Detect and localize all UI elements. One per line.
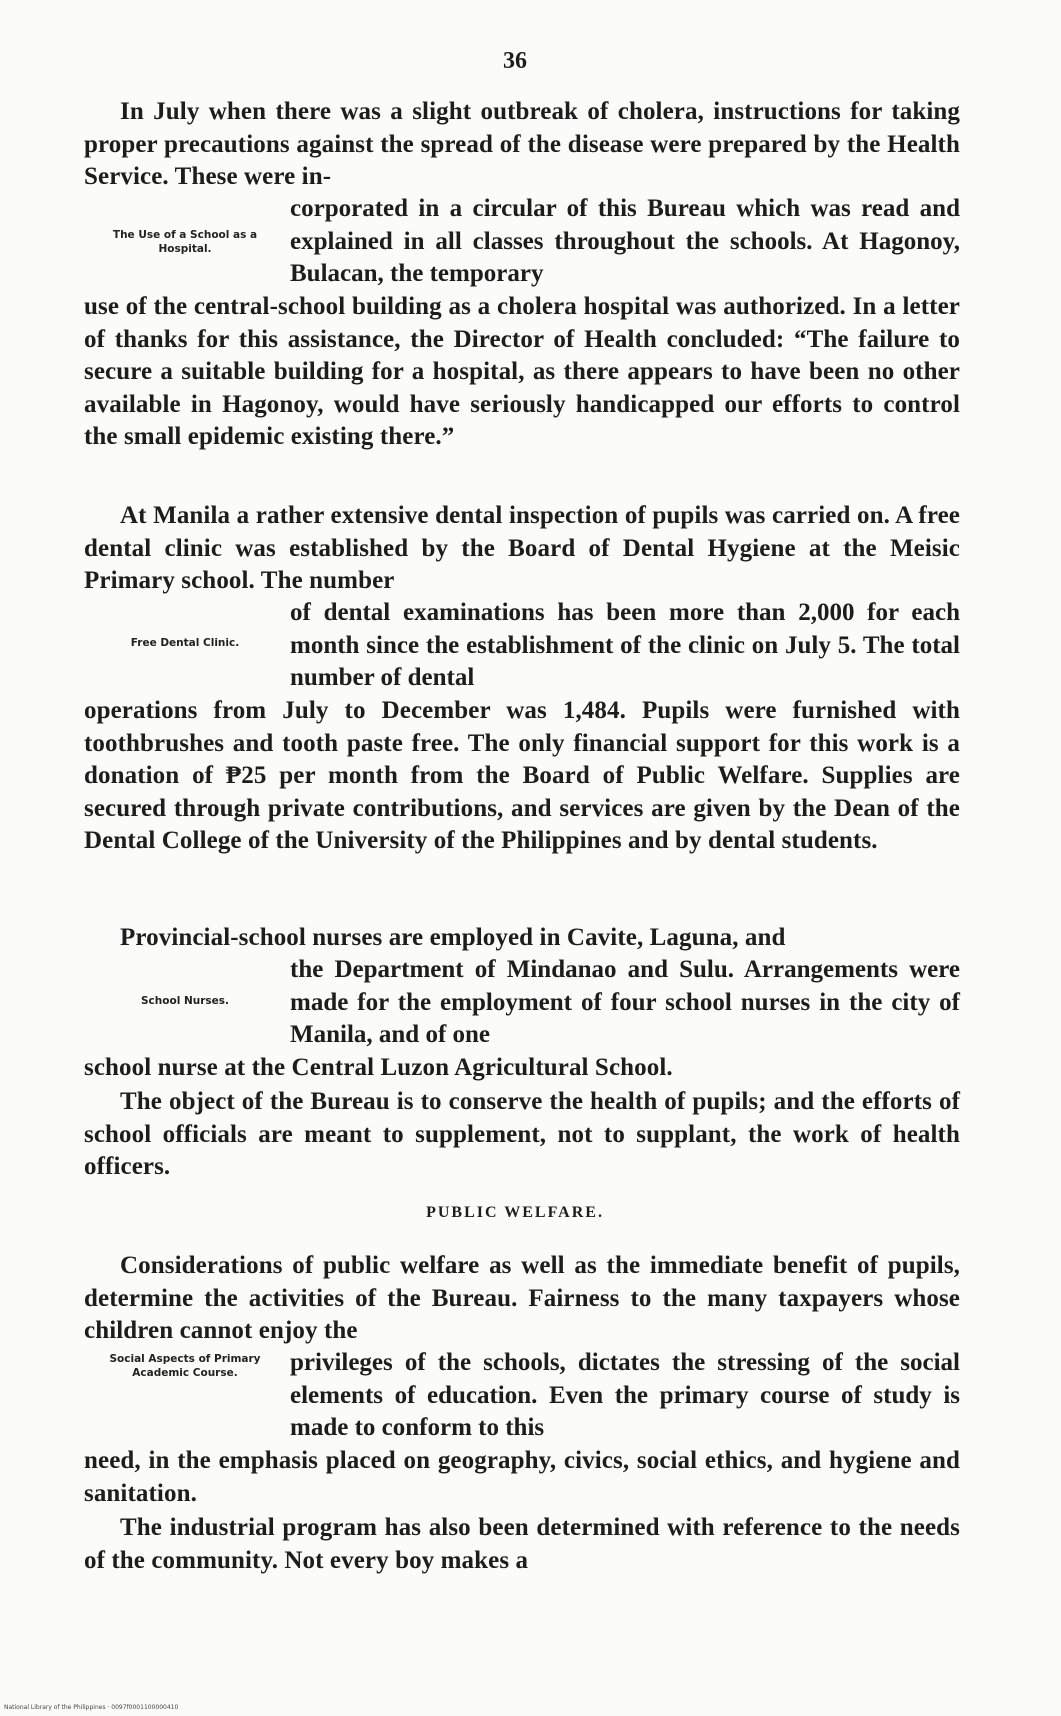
page-number: 36: [503, 48, 527, 74]
paragraph-text: Provincial-school nurses are employed in Cavite, Laguna, and: [120, 924, 786, 951]
paragraph-cholera-bottom: [84, 291, 960, 454]
paragraph-text: school nurse at the Central Luzon Agricultural School.: [84, 1054, 673, 1081]
paragraph-text: At Manila a rather extensive dental inspection of pupils was carried on. A free dental clinic was established by the Board of Dental Hygiene at the Meisic Primary school. The number: [84, 502, 960, 594]
scan-footer: National Library of the Philippines · 0097f0001100000410: [4, 1704, 179, 1711]
margin-note-social-aspects: Social Aspects of Primary Academic Course.: [109, 1353, 261, 1379]
paragraph-cholera-indented: corporated in a circular of this Bureau which was read and explained in all classes throughout the schools. At Hagonoy, Bulacan, the temporary: [290, 195, 960, 287]
paragraph-welfare-indented: privileges of the schools, dictates the stressing of the social elements of education. Even the primary course of study is made to conform to this: [290, 1349, 960, 1441]
margin-note-school-hospital: The Use of a School as a Hospital.: [112, 229, 258, 255]
paragraph-welfare-top: [84, 1250, 960, 1348]
paragraph-welfare-bottom: [84, 1445, 960, 1510]
paragraph-nurses-bottom: [84, 1052, 960, 1085]
paragraph-cholera-top: [84, 96, 960, 194]
section-heading: PUBLIC WELFARE.: [426, 1204, 604, 1221]
paragraph-text: The object of the Bureau is to conserve the health of pupils; and the efforts of school officials are meant to supplement, not to supplant, the work of health officers.: [84, 1088, 960, 1180]
paragraph-dental-bottom: [84, 695, 960, 858]
paragraph-text: use of the central-school building as a cholera hospital was authorized. In a letter of thanks for this assistance, the Director of Health concluded: “The failure to secure a suitable building for a hospital, as there appears to have been no other available in Hagonoy, would have seriously handicapped our efforts to control the small epidemic existing there.”: [84, 293, 960, 450]
paragraph-dental-top: [84, 500, 960, 598]
margin-note-dental-clinic: Free Dental Clinic.: [130, 637, 240, 649]
paragraph-industrial: [84, 1512, 960, 1577]
paragraph-object: [84, 1086, 960, 1184]
paragraph-text: In July when there was a slight outbreak of cholera, instructions for taking proper precautions against the spread of the disease were prepared by the Health Service. These were in-: [84, 98, 960, 190]
paragraph-text: need, in the emphasis placed on geography, civics, social ethics, and hygiene and sanitation.: [84, 1447, 960, 1507]
paragraph-text: operations from July to December was 1,484. Pupils were furnished with toothbrushes and tooth paste free. The only financial support for this work is a donation of ₱25 per month from the Board of Public Welfare. Supplies are secured through private contributions, and services are given by the Dean of the Dental College of the University of the Philippines and by dental students.: [84, 697, 960, 854]
paragraph-nurses-indented: the Department of Mindanao and Sulu. Arrangements were made for the employment of four school nurses in the city of Manila, and of one: [290, 956, 960, 1048]
paragraph-nurses-top: [84, 922, 960, 955]
paragraph-text: The industrial program has also been determined with reference to the needs of the community. Not every boy makes a: [84, 1514, 960, 1574]
margin-note-school-nurses: School Nurses.: [141, 995, 229, 1007]
paragraph-text: Considerations of public welfare as well as the immediate benefit of pupils, determine the activities of the Bureau. Fairness to the many taxpayers whose children cannot enjoy the: [84, 1252, 960, 1344]
paragraph-dental-indented: of dental examinations has been more than 2,000 for each month since the establishment of the clinic on July 5. The total number of dental: [290, 599, 960, 691]
